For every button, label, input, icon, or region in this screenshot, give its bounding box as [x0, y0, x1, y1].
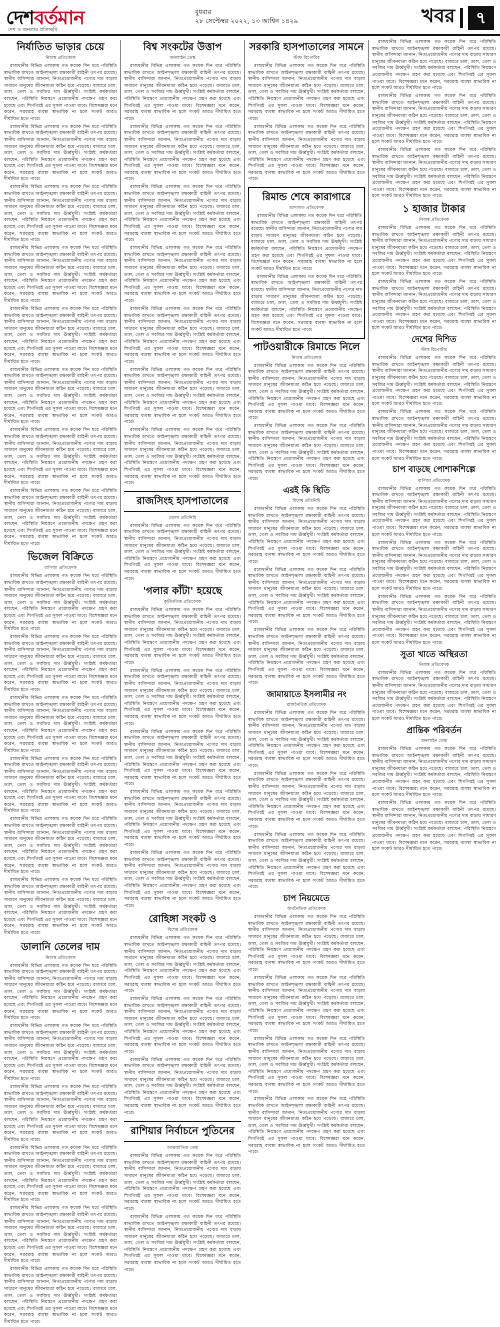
column-2 [124, 40, 241, 1273]
column-4 [372, 40, 496, 853]
article-text: রাজধানীর বিভিন্ন এলাকায় গত কয়েক দিন ধরে পরিস্থিতি স্বাভাবিক রাখতে আইনশৃঙ্খলা রক্ষাকারী বাহিনী তৎপর রয়েছে। স্থানীয় বাসিন্দারা জানান, নিত্যপ্রয়োজনীয় পণ্যের দাম বাড়ায় সাধারণ মানুষের জীবনযাত্রা কঠিন হয়ে পড়েছে। বাজারে চাল, ডাল, তেল ও সবজির দাম ঊর্ধ্বমুখী। সংশ্লিষ্ট কর্মকর্তারা বলছেন, পরিস্থিতি নিয়ন্ত্রণে প্রয়োজনীয় পদক্ষেপ গ্রহণ করা হয়েছে এবং শিগগিরই এর সুফল পাওয়া যাবে। বিশেষজ্ঞরা মনে করেন, সরবরাহ ব্যবস্থা স্বাভাবিক না হলে সংকট আরও দীর্ঘায়িত হতে পারে। [4, 246, 117, 304]
article-text: রাজধানীর বিভিন্ন এলাকায় গত কয়েক দিন ধরে পরিস্থিতি স্বাভাবিক রাখতে আইনশৃঙ্খলা রক্ষাকারী বাহিনী তৎপর রয়েছে। স্থানীয় বাসিন্দারা জানান, নিত্যপ্রয়োজনীয় পণ্যের দাম বাড়ায় সাধারণ মানুষের জীবনযাত্রা কঠিন হয়ে পড়েছে। বাজারে চাল, ডাল, তেল ও সবজির দাম ঊর্ধ্বমুখী। সংশ্লিষ্ট কর্মকর্তারা বলছেন, পরিস্থিতি নিয়ন্ত্রণে প্রয়োজনীয় পদক্ষেপ গ্রহণ করা হয়েছে এবং শিগগিরই এর সুফল পাওয়া যাবে। বিশেষজ্ঞরা মনে করেন, সরবরাহ ব্যবস্থা স্বাভাবিক না হলে সংকট আরও দীর্ঘায়িত হতে পারে। [4, 817, 117, 876]
article-text: রাজধানীর বিভিন্ন এলাকায় গত কয়েক দিন ধরে পরিস্থিতি স্বাভাবিক রাখতে আইনশৃঙ্খলা রক্ষাকারী বাহিনী তৎপর রয়েছে। স্থানীয় বাসিন্দারা জানান, নিত্যপ্রয়োজনীয় পণ্যের দাম বাড়ায় সাধারণ মানুষের জীবনযাত্রা কঠিন হয়ে পড়েছে। বাজারে চাল, ডাল, তেল ও সবজির দাম ঊর্ধ্বমুখী। সংশ্লিষ্ট কর্মকর্তারা বলছেন, পরিস্থিতি নিয়ন্ত্রণে প্রয়োজনীয় পদক্ষেপ গ্রহণ করা হয়েছে এবং শিগগিরই এর সুফল পাওয়া যাবে। বিশেষজ্ঞরা মনে করেন, সরবরাহ ব্যবস্থা স্বাভাবিক না হলে সংকট আরও দীর্ঘায়িত হতে পারে। [124, 185, 241, 244]
masthead [0, 0, 500, 36]
article-text: রাজধানীর বিভিন্ন এলাকায় গত কয়েক দিন ধরে পরিস্থিতি স্বাভাবিক রাখতে আইনশৃঙ্খলা রক্ষাকারী বাহিনী তৎপর রয়েছে। স্থানীয় বাসিন্দারা জানান, নিত্যপ্রয়োজনীয় পণ্যের দাম বাড়ায় সাধারণ মানুষের জীবনযাত্রা কঠিন হয়ে পড়েছে। বাজারে চাল, ডাল, তেল ও সবজির দাম ঊর্ধ্বমুখী। সংশ্লিষ্ট কর্মকর্তারা বলছেন, পরিস্থিতি নিয়ন্ত্রণে প্রয়োজনীয় পদক্ষেপ গ্রহণ করা হয়েছে এবং শিগগিরই এর সুফল পাওয়া যাবে। বিশেষজ্ঞরা মনে করেন, সরবরাহ ব্যবস্থা স্বাভাবিক না হলে সংকট আরও দীর্ঘায়িত হতে পারে। [372, 801, 496, 853]
headline: নির্যাতিত ভাড়ার চেয়ে [16, 42, 105, 53]
article-text: রাজধানীর বিভিন্ন এলাকায় গত কয়েক দিন ধরে পরিস্থিতি স্বাভাবিক রাখতে আইনশৃঙ্খলা রক্ষাকারী বাহিনী তৎপর রয়েছে। স্থানীয় বাসিন্দারা জানান, নিত্যপ্রয়োজনীয় পণ্যের দাম বাড়ায় সাধারণ মানুষের জীবনযাত্রা কঠিন হয়ে পড়েছে। বাজারে চাল, ডাল, তেল ও সবজির দাম ঊর্ধ্বমুখী। সংশ্লিষ্ট কর্মকর্তারা বলছেন, পরিস্থিতি নিয়ন্ত্রণে প্রয়োজনীয় পদক্ষেপ গ্রহণ করা হয়েছে এবং শিগগিরই এর সুফল পাওয়া যাবে। বিশেষজ্ঞরা মনে করেন, সরবরাহ ব্যবস্থা স্বাভাবিক না হলে সংকট আরও দীর্ঘায়িত হতে পারে। [124, 790, 241, 849]
article-text: রাজধানীর বিভিন্ন এলাকায় গত কয়েক দিন ধরে পরিস্থিতি স্বাভাবিক রাখতে আইনশৃঙ্খলা রক্ষাকারী বাহিনী তৎপর রয়েছে। স্থানীয় বাসিন্দারা জানান, নিত্যপ্রয়োজনীয় পণ্যের দাম বাড়ায় সাধারণ মানুষের জীবনযাত্রা কঠিন হয়ে পড়েছে। বাজারে চাল, ডাল, তেল ও সবজির দাম ঊর্ধ্বমুখী। সংশ্লিষ্ট কর্মকর্তারা বলছেন, পরিস্থিতি নিয়ন্ত্রণে প্রয়োজনীয় পদক্ষেপ গ্রহণ করা হয়েছে এবং শিগগিরই এর সুফল পাওয়া যাবে। বিশেষজ্ঞরা মনে করেন, সরবরাহ ব্যবস্থা স্বাভাবিক না হলে সংকট আরও দীর্ঘায়িত হতে পারে। [124, 124, 241, 183]
section-title: খবর [421, 5, 455, 27]
article-text: রাজধানীর বিভিন্ন এলাকায় গত কয়েক দিন ধরে পরিস্থিতি স্বাভাবিক রাখতে আইনশৃঙ্খলা রক্ষাকারী বাহিনী তৎপর রয়েছে। স্থানীয় বাসিন্দারা জানান, নিত্যপ্রয়োজনীয় পণ্যের দাম বাড়ায় সাধারণ মানুষের জীবনযাত্রা কঠিন হয়ে পড়েছে। বাজারে চাল, ডাল, তেল ও সবজির দাম ঊর্ধ্বমুখী। সংশ্লিষ্ট কর্মকর্তারা বলছেন, পরিস্থিতি নিয়ন্ত্রণে প্রয়োজনীয় পদক্ষেপ গ্রহণ করা হয়েছে এবং শিগগিরই এর সুফল পাওয়া যাবে। বিশেষজ্ঞরা মনে করেন, সরবরাহ ব্যবস্থা স্বাভাবিক না হলে সংকট আরও দীর্ঘায়িত হতে পারে। [124, 306, 241, 365]
headline: ডালানি তেলের দাম [21, 941, 100, 953]
headline: প্রান্তিক পরিবর্তন [406, 725, 462, 736]
article-text: রাজধানীর বিভিন্ন এলাকায় গত কয়েক দিন ধরে পরিস্থিতি স্বাভাবিক রাখতে আইনশৃঙ্খলা রক্ষাকারী বাহিনী তৎপর রয়েছে। স্থানীয় বাসিন্দারা জানান, নিত্যপ্রয়োজনীয় পণ্যের দাম বাড়ায় সাধারণ মানুষের জীবনযাত্রা কঠিন হয়ে পড়েছে। বাজারে চাল, ডাল, তেল ও সবজির দাম ঊর্ধ্বমুখী। সংশ্লিষ্ট কর্মকর্তারা বলছেন, পরিস্থিতি নিয়ন্ত্রণে প্রয়োজনীয় পদক্ষেপ গ্রহণ করা হয়েছে এবং শিগগিরই এর সুফল পাওয়া যাবে। বিশেষজ্ঞরা মনে করেন, সরবরাহ ব্যবস্থা স্বাভাবিক না হলে সংকট আরও দীর্ঘায়িত হতে পারে। [4, 756, 117, 815]
article-text: রাজধানীর বিভিন্ন এলাকায় গত কয়েক দিন ধরে পরিস্থিতি স্বাভাবিক রাখতে আইনশৃঙ্খলা রক্ষাকারী বাহিনী তৎপর রয়েছে। স্থানীয় বাসিন্দারা জানান, নিত্যপ্রয়োজনীয় পণ্যের দাম বাড়ায় সাধারণ মানুষের জীবনযাত্রা কঠিন হয়ে পড়েছে। বাজারে চাল, ডাল, তেল ও সবজির দাম ঊর্ধ্বমুখী। সংশ্লিষ্ট কর্মকর্তারা বলছেন, পরিস্থিতি নিয়ন্ত্রণে প্রয়োজনীয় পদক্ষেপ গ্রহণ করা হয়েছে এবং শিগগিরই এর সুফল পাওয়া যাবে। বিশেষজ্ঞরা মনে করেন, সরবরাহ ব্যবস্থা স্বাভাবিক না হলে সংকট আরও দীর্ঘায়িত হতে পারে। [248, 628, 365, 687]
article-text: রাজধানীর বিভিন্ন এলাকায় গত কয়েক দিন ধরে পরিস্থিতি স্বাভাবিক রাখতে আইনশৃঙ্খলা রক্ষাকারী বাহিনী তৎপর রয়েছে। স্থানীয় বাসিন্দারা জানান, নিত্যপ্রয়োজনীয় পণ্যের দাম বাড়ায় সাধারণ মানুষের জীবনযাত্রা কঠিন হয়ে পড়েছে। বাজারে চাল, ডাল, তেল ও সবজির দাম ঊর্ধ্বমুখী। সংশ্লিষ্ট কর্মকর্তারা বলছেন, পরিস্থিতি নিয়ন্ত্রণে প্রয়োজনীয় পদক্ষেপ গ্রহণ করা হয়েছে এবং শিগগিরই এর সুফল পাওয়া যাবে। বিশেষজ্ঞরা মনে করেন, সরবরাহ ব্যবস্থা স্বাভাবিক না হলে সংকট আরও দীর্ঘায়িত হতে পারে। [4, 185, 117, 244]
article-text: রাজধানীর বিভিন্ন এলাকায় গত কয়েক দিন ধরে পরিস্থিতি স্বাভাবিক রাখতে আইনশৃঙ্খলা রক্ষাকারী বাহিনী তৎপর রয়েছে। স্থানীয় বাসিন্দারা জানান, নিত্যপ্রয়োজনীয় পণ্যের দাম বাড়ায় সাধারণ মানুষের জীবনযাত্রা কঠিন হয়ে পড়েছে। বাজারে চাল, ডাল, তেল ও সবজির দাম ঊর্ধ্বমুখী। সংশ্লিষ্ট কর্মকর্তারা বলছেন, পরিস্থিতি নিয়ন্ত্রণে প্রয়োজনীয় পদক্ষেপ গ্রহণ করা হয়েছে এবং শিগগিরই এর সুফল পাওয়া যাবে। বিশেষজ্ঞরা মনে করেন, সরবরাহ ব্যবস্থা স্বাভাবিক না হলে সংকট আরও দীর্ঘায়িত হতে পারে। [4, 635, 117, 693]
byline: জেলা প্রতিনিধি [168, 515, 197, 521]
article-text: রাজধানীর বিভিন্ন এলাকায় গত কয়েক দিন ধরে পরিস্থিতি স্বাভাবিক রাখতে আইনশৃঙ্খলা রক্ষাকারী বাহিনী তৎপর রয়েছে। স্থানীয় বাসিন্দারা জানান, নিত্যপ্রয়োজনীয় পণ্যের দাম বাড়ায় সাধারণ মানুষের জীবনযাত্রা কঠিন হয়ে পড়েছে। বাজারে চাল, ডাল, তেল ও সবজির দাম ঊর্ধ্বমুখী। সংশ্লিষ্ট কর্মকর্তারা বলছেন, পরিস্থিতি নিয়ন্ত্রণে প্রয়োজনীয় পদক্ষেপ গ্রহণ করা হয়েছে এবং শিগগিরই এর সুফল পাওয়া যাবে। বিশেষজ্ঞরা মনে করেন, সরবরাহ ব্যবস্থা স্বাভাবিক না হলে সংকট আরও দীর্ঘায়িত হতে পারে। [4, 306, 117, 365]
article-text: রাজধানীর বিভিন্ন এলাকায় গত কয়েক দিন ধরে পরিস্থিতি স্বাভাবিক রাখতে আইনশৃঙ্খলা রক্ষাকারী বাহিনী তৎপর রয়েছে। স্থানীয় বাসিন্দারা জানান, নিত্যপ্রয়োজনীয় পণ্যের দাম বাড়ায় সাধারণ মানুষের জীবনযাত্রা কঠিন হয়ে পড়েছে। বাজারে চাল, ডাল, তেল ও সবজির দাম ঊর্ধ্বমুখী। সংশ্লিষ্ট কর্মকর্তারা বলছেন, পরিস্থিতি নিয়ন্ত্রণে প্রয়োজনীয় পদক্ষেপ গ্রহণ করা হয়েছে এবং শিগগিরই এর সুফল পাওয়া যাবে। বিশেষজ্ঞরা মনে করেন, সরবরাহ ব্যবস্থা স্বাভাবিক না হলে সংকট আরও দীর্ঘায়িত হতে পারে। [124, 851, 241, 909]
article-text: রাজধানীর বিভিন্ন এলাকায় গত কয়েক দিন ধরে পরিস্থিতি স্বাভাবিক রাখতে আইনশৃঙ্খলা রক্ষাকারী বাহিনী তৎপর রয়েছে। স্থানীয় বাসিন্দারা জানান, নিত্যপ্রয়োজনীয় পণ্যের দাম বাড়ায় সাধারণ মানুষের জীবনযাত্রা কঠিন হয়ে পড়েছে। বাজারে চাল, ডাল, তেল ও সবজির দাম ঊর্ধ্বমুখী। সংশ্লিষ্ট কর্মকর্তারা বলছেন, পরিস্থিতি নিয়ন্ত্রণে প্রয়োজনীয় পদক্ষেপ গ্রহণ করা হয়েছে এবং শিগগিরই এর সুফল পাওয়া যাবে। বিশেষজ্ঞরা মনে করেন, সরবরাহ ব্যবস্থা স্বাভাবিক না হলে সংকট আরও দীর্ঘায়িত হতে পারে। [248, 771, 365, 830]
byline: নিজস্ব প্রতিবেদক [418, 218, 450, 224]
article-text: রাজধানীর বিভিন্ন এলাকায় গত কয়েক দিন ধরে পরিস্থিতি স্বাভাবিক রাখতে আইনশৃঙ্খলা রক্ষাকারী বাহিনী তৎপর রয়েছে। স্থানীয় বাসিন্দারা জানান, নিত্যপ্রয়োজনীয় পণ্যের দাম বাড়ায় সাধারণ মানুষের জীবনযাত্রা কঠিন হয়ে পড়েছে। বাজারে চাল, ডাল, তেল ও সবজির দাম ঊর্ধ্বমুখী। সংশ্লিষ্ট কর্মকর্তারা বলছেন, পরিস্থিতি নিয়ন্ত্রণে প্রয়োজনীয় পদক্ষেপ গ্রহণ করা হয়েছে এবং শিগগিরই এর সুফল পাওয়া যাবে। বিশেষজ্ঞরা মনে করেন, সরবরাহ ব্যবস্থা স্বাভাবিক না হলে সংকট আরও দীর্ঘায়িত হতে পারে। [372, 410, 496, 462]
headline: রাশিয়ার নির্বাচনে পুতিনের [130, 1126, 235, 1138]
column-rule [120, 40, 121, 762]
headline: চাপ নিয়মেতে [283, 893, 330, 904]
boxed-story [248, 187, 365, 338]
article-text: রাজধানীর বিভিন্ন এলাকায় গত কয়েক দিন ধরে পরিস্থিতি স্বাভাবিক রাখতে আইনশৃঙ্খলা রক্ষাকারী বাহিনী তৎপর রয়েছে। স্থানীয় বাসিন্দারা জানান, নিত্যপ্রয়োজনীয় পণ্যের দাম বাড়ায় সাধারণ মানুষের জীবনযাত্রা কঠিন হয়ে পড়েছে। বাজারে চাল, ডাল, তেল ও সবজির দাম ঊর্ধ্বমুখী। সংশ্লিষ্ট কর্মকর্তারা বলছেন, পরিস্থিতি নিয়ন্ত্রণে প্রয়োজনীয় পদক্ষেপ গ্রহণ করা হয়েছে এবং শিগগিরই এর সুফল পাওয়া যাবে। বিশেষজ্ঞরা মনে করেন, সরবরাহ ব্যবস্থা স্বাভাবিক না হলে সংকট আরও দীর্ঘায়িত হতে পারে। [124, 1154, 241, 1212]
article-text: রাজধানীর বিভিন্ন এলাকায় গত কয়েক দিন ধরে পরিস্থিতি স্বাভাবিক রাখতে আইনশৃঙ্খলা রক্ষাকারী বাহিনী তৎপর রয়েছে। স্থানীয় বাসিন্দারা জানান, নিত্যপ্রয়োজনীয় পণ্যের দাম বাড়ায় সাধারণ মানুষের জীবনযাত্রা কঠিন হয়ে পড়েছে। বাজারে চাল, ডাল, তেল ও সবজির দাম ঊর্ধ্বমুখী। সংশ্লিষ্ট কর্মকর্তারা বলছেন, পরিস্থিতি নিয়ন্ত্রণে প্রয়োজনীয় পদক্ষেপ গ্রহণ করা হয়েছে এবং শিগগিরই এর সুফল পাওয়া যাবে। বিশেষজ্ঞরা মনে করেন, সরবরাহ ব্যবস্থা স্বাভাবিক না হলে সংকট আরও দীর্ঘায়িত হতে পারে। [124, 367, 241, 426]
article-text: রাজধানীর বিভিন্ন এলাকায় গত কয়েক দিন ধরে পরিস্থিতি স্বাভাবিক রাখতে আইনশৃঙ্খলা রক্ষাকারী বাহিনী তৎপর রয়েছে। স্থানীয় বাসিন্দারা জানান, নিত্যপ্রয়োজনীয় পণ্যের দাম বাড়ায় সাধারণ মানুষের জীবনযাত্রা কঠিন হয়ে পড়েছে। বাজারে চাল, ডাল, তেল ও সবজির দাম ঊর্ধ্বমুখী। সংশ্লিষ্ট কর্মকর্তারা বলছেন, পরিস্থিতি নিয়ন্ত্রণে প্রয়োজনীয় পদক্ষেপ গ্রহণ করা হয়েছে এবং শিগগিরই এর সুফল পাওয়া যাবে। বিশেষজ্ঞরা মনে করেন, সরবরাহ ব্যবস্থা স্বাভাবিক না হলে সংকট আরও দীর্ঘায়িত হতে পারে। [248, 1097, 365, 1156]
article-text: রাজধানীর বিভিন্ন এলাকায় গত কয়েক দিন ধরে পরিস্থিতি স্বাভাবিক রাখতে আইনশৃঙ্খলা রক্ষাকারী বাহিনী তৎপর রয়েছে। স্থানীয় বাসিন্দারা জানান, নিত্যপ্রয়োজনীয় পণ্যের দাম বাড়ায় সাধারণ মানুষের জীবনযাত্রা কঠিন হয়ে পড়েছে। বাজারে চাল, ডাল, তেল ও সবজির দাম ঊর্ধ্বমুখী। সংশ্লিষ্ট কর্মকর্তারা বলছেন, পরিস্থিতি নিয়ন্ত্রণে প্রয়োজনীয় পদক্ষেপ গ্রহণ করা হয়েছে এবং শিগগিরই এর সুফল পাওয়া যাবে। বিশেষজ্ঞরা মনে করেন, সরবরাহ ব্যবস্থা স্বাভাবিক না হলে সংকট আরও দীর্ঘায়িত হতে পারে। [124, 246, 241, 304]
byline: নিজস্ব প্রতিবেদক [418, 662, 450, 668]
article-text: রাজধানীর বিভিন্ন এলাকায় গত কয়েক দিন ধরে পরিস্থিতি স্বাভাবিক রাখতে আইনশৃঙ্খলা রক্ষাকারী বাহিনী তৎপর রয়েছে। স্থানীয় বাসিন্দারা জানান, নিত্যপ্রয়োজনীয় পণ্যের দাম বাড়ায় সাধারণ মানুষের জীবনযাত্রা কঠিন হয়ে পড়েছে। বাজারে চাল, ডাল, তেল ও সবজির দাম ঊর্ধ্বমুখী। সংশ্লিষ্ট কর্মকর্তারা বলছেন, পরিস্থিতি নিয়ন্ত্রণে প্রয়োজনীয় পদক্ষেপ গ্রহণ করা হয়েছে এবং শিগগিরই এর সুফল পাওয়া যাবে। বিশেষজ্ঞরা মনে করেন, সরবরাহ ব্যবস্থা স্বাভাবিক না হলে সংকট আরও দীর্ঘায়িত হতে পারে। [4, 1084, 117, 1143]
byline: আন্তর্জাতিক ডেস্ক [166, 1146, 199, 1152]
article-text: রাজধানীর বিভিন্ন এলাকায় গত কয়েক দিন ধরে পরিস্থিতি স্বাভাবিক রাখতে আইনশৃঙ্খলা রক্ষাকারী বাহিনী তৎপর রয়েছে। স্থানীয় বাসিন্দারা জানান, নিত্যপ্রয়োজনীয় পণ্যের দাম বাড়ায় সাধারণ মানুষের জীবনযাত্রা কঠিন হয়ে পড়েছে। বাজারে চাল, ডাল, তেল ও সবজির দাম ঊর্ধ্বমুখী। সংশ্লিষ্ট কর্মকর্তারা বলছেন, পরিস্থিতি নিয়ন্ত্রণে প্রয়োজনীয় পদক্ষেপ গ্রহণ করা হয়েছে এবং শিগগিরই এর সুফল পাওয়া যাবে। বিশেষজ্ঞরা মনে করেন, সরবরাহ ব্যবস্থা স্বাভাবিক না হলে সংকট আরও দীর্ঘায়িত হতে পারে। [4, 124, 117, 183]
article-text: রাজধানীর বিভিন্ন এলাকায় গত কয়েক দিন ধরে পরিস্থিতি স্বাভাবিক রাখতে আইনশৃঙ্খলা রক্ষাকারী বাহিনী তৎপর রয়েছে। স্থানীয় বাসিন্দারা জানান, নিত্যপ্রয়োজনীয় পণ্যের দাম বাড়ায় সাধারণ মানুষের জীবনযাত্রা কঠিন হয়ে পড়েছে। বাজারে চাল, ডাল, তেল ও সবজির দাম ঊর্ধ্বমুখী। সংশ্লিষ্ট কর্মকর্তারা বলছেন, পরিস্থিতি নিয়ন্ত্রণে প্রয়োজনীয় পদক্ষেপ গ্রহণ করা হয়েছে এবং শিগগিরই এর সুফল পাওয়া যাবে। বিশেষজ্ঞরা মনে করেন, সরবরাহ ব্যবস্থা স্বাভাবিক না হলে সংকট আরও দীর্ঘায়িত হতে পারে। [372, 226, 496, 278]
byline: কূটনৈতিক প্রতিবেদক [163, 600, 202, 606]
byline: নিজস্ব প্রতিবেদক [45, 955, 76, 961]
article-text: রাজধানীর বিভিন্ন এলাকায় গত কয়েক দিন ধরে পরিস্থিতি স্বাভাবিক রাখতে আইনশৃঙ্খলা রক্ষাকারী বাহিনী তৎপর রয়েছে। স্থানীয় বাসিন্দারা জানান, নিত্যপ্রয়োজনীয় পণ্যের দাম বাড়ায় সাধারণ মানুষের জীবনযাত্রা কঠিন হয়ে পড়েছে। বাজারে চাল, ডাল, তেল ও সবজির দাম ঊর্ধ্বমুখী। সংশ্লিষ্ট কর্মকর্তারা বলছেন, পরিস্থিতি নিয়ন্ত্রণে প্রয়োজনীয় পদক্ষেপ গ্রহণ করা হয়েছে এবং শিগগিরই এর সুফল পাওয়া যাবে। বিশেষজ্ঞরা মনে করেন, সরবরাহ ব্যবস্থা স্বাভাবিক না হলে সংকট আরও দীর্ঘায়িত হতে পারে। [4, 878, 117, 936]
tagline: দেশ ও জনতার প্রতিচ্ছবি [8, 27, 58, 33]
article-text: রাজধানীর বিভিন্ন এলাকায় গত কয়েক দিন ধরে পরিস্থিতি স্বাভাবিক রাখতে আইনশৃঙ্খলা রক্ষাকারী বাহিনী তৎপর রয়েছে। স্থানীয় বাসিন্দারা জানান, নিত্যপ্রয়োজনীয় পণ্যের দাম বাড়ায় সাধারণ মানুষের জীবনযাত্রা কঠিন হয়ে পড়েছে। বাজারে চাল, ডাল, তেল ও সবজির দাম ঊর্ধ্বমুখী। সংশ্লিষ্ট কর্মকর্তারা বলছেন, পরিস্থিতি নিয়ন্ত্রণে প্রয়োজনীয় পদক্ষেপ গ্রহণ করা হয়েছে এবং শিগগিরই এর সুফল পাওয়া যাবে। বিশেষজ্ঞরা মনে করেন, সরবরাহ ব্যবস্থা স্বাভাবিক না হলে সংকট আরও দীর্ঘায়িত হতে পারে। [248, 1036, 365, 1095]
headline: ভিজেল বিক্রিতে [27, 552, 94, 564]
article-text: রাজধানীর বিভিন্ন এলাকায় গত কয়েক দিন ধরে পরিস্থিতি স্বাভাবিক রাখতে আইনশৃঙ্খলা রক্ষাকারী বাহিনী তৎপর রয়েছে। স্থানীয় বাসিন্দারা জানান, নিত্যপ্রয়োজনীয় পণ্যের দাম বাড়ায় সাধারণ মানুষের জীবনযাত্রা কঠিন হয়ে পড়েছে। বাজারে চাল, ডাল, তেল ও সবজির দাম ঊর্ধ্বমুখী। সংশ্লিষ্ট কর্মকর্তারা বলছেন, পরিস্থিতি নিয়ন্ত্রণে প্রয়োজনীয় পদক্ষেপ গ্রহণ করা হয়েছে এবং শিগগিরই এর সুফল পাওয়া যাবে। বিশেষজ্ঞরা মনে করেন, সরবরাহ ব্যবস্থা স্বাভাবিক না হলে সংকট আরও দীর্ঘায়িত হতে পারে। [372, 280, 496, 332]
byline: স্টাফ রিপোর্টার [420, 348, 448, 354]
byline: অর্থনৈতিক প্রতিবেদক [287, 907, 326, 913]
byline: বাণিজ্য প্রতিবেদক [417, 478, 451, 484]
article-text: রাজধানীর বিভিন্ন এলাকায় গত কয়েক দিন ধরে পরিস্থিতি স্বাভাবিক রাখতে আইনশৃঙ্খলা রক্ষাকারী বাহিনী তৎপর রয়েছে। স্থানীয় বাসিন্দারা জানান, নিত্যপ্রয়োজনীয় পণ্যের দাম বাড়ায় সাধারণ মানুষের জীবনযাত্রা কঠিন হয়ে পড়েছে। বাজারে চাল, ডাল, তেল ও সবজির দাম ঊর্ধ্বমুখী। সংশ্লিষ্ট কর্মকর্তারা বলছেন, পরিস্থিতি নিয়ন্ত্রণে প্রয়োজনীয় পদক্ষেপ গ্রহণ করা হয়েছে এবং শিগগিরই এর সুফল পাওয়া যাবে। বিশেষজ্ঞরা মনে করেন, সরবরাহ ব্যবস্থা স্বাভাবিক না হলে সংকট আরও দীর্ঘায়িত হতে পারে। [372, 540, 496, 592]
article-text: রাজধানীর বিভিন্ন এলাকায় গত কয়েক দিন ধরে পরিস্থিতি স্বাভাবিক রাখতে আইনশৃঙ্খলা রক্ষাকারী বাহিনী তৎপর রয়েছে। স্থানীয় বাসিন্দারা জানান, নিত্যপ্রয়োজনীয় পণ্যের দাম বাড়ায় সাধারণ মানুষের জীবনযাত্রা কঠিন হয়ে পড়েছে। বাজারে চাল, ডাল, তেল ও সবজির দাম ঊর্ধ্বমুখী। সংশ্লিষ্ট কর্মকর্তারা বলছেন, পরিস্থিতি নিয়ন্ত্রণে প্রয়োজনীয় পদক্ষেপ গ্রহণ করা হয়েছে এবং শিগগিরই এর সুফল পাওয়া যাবে। বিশেষজ্ঞরা মনে করেন, সরবরাহ ব্যবস্থা স্বাভাবিক না হলে সংকট আরও দীর্ঘায়িত হতে পারে। [372, 356, 496, 408]
headline: রাজসিংহ হাসপাতালের [136, 495, 229, 507]
byline: নিজস্ব প্রতিবেদক [45, 56, 76, 61]
byline: অনলাইন ডেস্ক [420, 738, 448, 744]
headline: বিশ্ব সংকটের উত্তাপ [143, 42, 222, 53]
article-text: রাজধানীর বিভিন্ন এলাকায় গত কয়েক দিন ধরে পরিস্থিতি স্বাভাবিক রাখতে আইনশৃঙ্খলা রক্ষাকারী বাহিনী তৎপর রয়েছে। স্থানীয় বাসিন্দারা জানান, নিত্যপ্রয়োজনীয় পণ্যের দাম বাড়ায় সাধারণ মানুষের জীবনযাত্রা কঠিন হয়ে পড়েছে। বাজারে চাল, ডাল, তেল ও সবজির দাম ঊর্ধ্বমুখী। সংশ্লিষ্ট কর্মকর্তারা বলছেন, পরিস্থিতি নিয়ন্ত্রণে প্রয়োজনীয় পদক্ষেপ গ্রহণ করা হয়েছে এবং শিগগিরই এর সুফল পাওয়া যাবে। বিশেষজ্ঞরা মনে করেন, সরবরাহ ব্যবস্থা স্বাভাবিক না হলে সংকট আরও দীর্ঘায়িত হতে পারে। [372, 746, 496, 799]
byline: বিশেষ প্রতিনিধি [292, 498, 321, 504]
logo-main: বর্তমান [33, 7, 85, 29]
column-3 [248, 40, 365, 1156]
article-text: রাজধানীর বিভিন্ন এলাকায় গত কয়েক দিন ধরে পরিস্থিতি স্বাভাবিক রাখতে আইনশৃঙ্খলা রক্ষাকারী বাহিনী তৎপর রয়েছে। স্থানীয় বাসিন্দারা জানান, নিত্যপ্রয়োজনীয় পণ্যের দাম বাড়ায় সাধারণ মানুষের জীবনযাত্রা কঠিন হয়ে পড়েছে। বাজারে চাল, ডাল, তেল ও সবজির দাম ঊর্ধ্বমুখী। সংশ্লিষ্ট কর্মকর্তারা বলছেন, পরিস্থিতি নিয়ন্ত্রণে প্রয়োজনীয় পদক্ষেপ গ্রহণ করা হয়েছে এবং শিগগিরই এর সুফল পাওয়া যাবে। বিশেষজ্ঞরা মনে করেন, সরবরাহ ব্যবস্থা স্বাভাবিক না হলে সংকট আরও দীর্ঘায়িত হতে পারে। [248, 832, 365, 891]
article-text: রাজধানীর বিভিন্ন এলাকায় গত কয়েক দিন ধরে পরিস্থিতি স্বাভাবিক রাখতে আইনশৃঙ্খলা রক্ষাকারী বাহিনী তৎপর রয়েছে। স্থানীয় বাসিন্দারা জানান, নিত্যপ্রয়োজনীয় পণ্যের দাম বাড়ায় সাধারণ মানুষের জীবনযাত্রা কঠিন হয়ে পড়েছে। বাজারে চাল, ডাল, তেল ও সবজির দাম ঊর্ধ্বমুখী। সংশ্লিষ্ট কর্মকর্তারা বলছেন, পরিস্থিতি নিয়ন্ত্রণে প্রয়োজনীয় পদক্ষেপ গ্রহণ করা হয়েছে এবং শিগগিরই এর সুফল পাওয়া যাবে। বিশেষজ্ঞরা মনে করেন, সরবরাহ ব্যবস্থা স্বাভাবিক না হলে সংকট আরও দীর্ঘায়িত হতে পারে। [372, 486, 496, 538]
byline: রাজনৈতিক প্রতিবেদক [286, 703, 327, 709]
article-text: রাজধানীর বিভিন্ন এলাকায় গত কয়েক দিন ধরে পরিস্থিতি স্বাভাবিক রাখতে আইনশৃঙ্খলা রক্ষাকারী বাহিনী তৎপর রয়েছে। স্থানীয় বাসিন্দারা জানান, নিত্যপ্রয়োজনীয় পণ্যের দাম বাড়ায় সাধারণ মানুষের জীবনযাত্রা কঠিন হয়ে পড়েছে। বাজারে চাল, ডাল, তেল ও সবজির দাম ঊর্ধ্বমুখী। সংশ্লিষ্ট কর্মকর্তারা বলছেন, পরিস্থিতি নিয়ন্ত্রণে প্রয়োজনীয় পদক্ষেপ গ্রহণ করা হয়েছে এবং শিগগিরই এর সুফল পাওয়া যাবে। বিশেষজ্ঞরা মনে করেন, সরবরাহ ব্যবস্থা স্বাভাবিক না হলে সংকট আরও দীর্ঘায়িত হতে পারে। [372, 148, 496, 200]
section-header [421, 4, 494, 32]
byline: নিজস্ব প্রতিবেদক [291, 355, 322, 361]
day-label: বুধবার [195, 8, 212, 16]
article-text: রাজধানীর বিভিন্ন এলাকায় গত কয়েক দিন ধরে পরিস্থিতি স্বাভাবিক রাখতে আইনশৃঙ্খলা রক্ষাকারী বাহিনী তৎপর রয়েছে। স্থানীয় বাসিন্দারা জানান, নিত্যপ্রয়োজনীয় পণ্যের দাম বাড়ায় সাধারণ মানুষের জীবনযাত্রা কঠিন হয়ে পড়েছে। বাজারে চাল, ডাল, তেল ও সবজির দাম ঊর্ধ্বমুখী। সংশ্লিষ্ট কর্মকর্তারা বলছেন, পরিস্থিতি নিয়ন্ত্রণে প্রয়োজনীয় পদক্ষেপ গ্রহণ করা হয়েছে এবং শিগগিরই এর সুফল পাওয়া যাবে। বিশেষজ্ঞরা মনে করেন, সরবরাহ ব্যবস্থা স্বাভাবিক না হলে সংকট আরও দীর্ঘায়িত হতে পারে। [124, 997, 241, 1055]
article-text: রাজধানীর বিভিন্ন এলাকায় গত কয়েক দিন ধরে পরিস্থিতি স্বাভাবিক রাখতে আইনশৃঙ্খলা রক্ষাকারী বাহিনী তৎপর রয়েছে। স্থানীয় বাসিন্দারা জানান, নিত্যপ্রয়োজনীয় পণ্যের দাম বাড়ায় সাধারণ মানুষের জীবনযাত্রা কঠিন হয়ে পড়েছে। বাজারে চাল, ডাল, তেল ও সবজির দাম ঊর্ধ্বমুখী। সংশ্লিষ্ট কর্মকর্তারা বলছেন, পরিস্থিতি নিয়ন্ত্রণে প্রয়োজনীয় পদক্ষেপ গ্রহণ করা হয়েছে এবং শিগগিরই এর সুফল পাওয়া যাবে। বিশেষজ্ঞরা মনে করেন, সরবরাহ ব্যবস্থা স্বাভাবিক না হলে সংকট আরও দীর্ঘায়িত হতে পারে। [248, 567, 365, 626]
article-text: রাজধানীর বিভিন্ন এলাকায় গত কয়েক দিন ধরে পরিস্থিতি স্বাভাবিক রাখতে আইনশৃঙ্খলা রক্ষাকারী বাহিনী তৎপর রয়েছে। স্থানীয় বাসিন্দারা জানান, নিত্যপ্রয়োজনীয় পণ্যের দাম বাড়ায় সাধারণ মানুষের জীবনযাত্রা কঠিন হয়ে পড়েছে। বাজারে চাল, ডাল, তেল ও সবজির দাম ঊর্ধ্বমুখী। সংশ্লিষ্ট কর্মকর্তারা বলছেন, পরিস্থিতি নিয়ন্ত্রণে প্রয়োজনীয় পদক্ষেপ গ্রহণ করা হয়েছে এবং শিগগিরই এর সুফল পাওয়া যাবে। বিশেষজ্ঞরা মনে করেন, সরবরাহ ব্যবস্থা স্বাভাবিক না হলে সংকট আরও দীর্ঘায়িত হতে পারে। [124, 523, 241, 582]
headline: সরকারি হাসপাতালের সামনে [249, 42, 364, 53]
article-text: রাজধানীর বিভিন্ন এলাকায় গত কয়েক দিন ধরে পরিস্থিতি স্বাভাবিক রাখতে আইনশৃঙ্খলা রক্ষাকারী বাহিনী তৎপর রয়েছে। স্থানীয় বাসিন্দারা জানান, নিত্যপ্রয়োজনীয় পণ্যের দাম বাড়ায় সাধারণ মানুষের জীবনযাত্রা কঠিন হয়ে পড়েছে। বাজারে চাল, ডাল, তেল ও সবজির দাম ঊর্ধ্বমুখী। সংশ্লিষ্ট কর্মকর্তারা বলছেন, পরিস্থিতি নিয়ন্ত্রণে প্রয়োজনীয় পদক্ষেপ গ্রহণ করা হয়েছে এবং শিগগিরই এর সুফল পাওয়া যাবে। বিশেষজ্ঞরা মনে করেন, সরবরাহ ব্যবস্থা স্বাভাবিক না হলে সংকট আরও দীর্ঘায়িত হতে পারে। [4, 1024, 117, 1082]
article-text: রাজধানীর বিভিন্ন এলাকায় গত কয়েক দিন ধরে পরিস্থিতি স্বাভাবিক রাখতে আইনশৃঙ্খলা রক্ষাকারী বাহিনী তৎপর রয়েছে। স্থানীয় বাসিন্দারা জানান, নিত্যপ্রয়োজনীয় পণ্যের দাম বাড়ায় সাধারণ মানুষের জীবনযাত্রা কঠিন হয়ে পড়েছে। বাজারে চাল, ডাল, তেল ও সবজির দাম ঊর্ধ্বমুখী। সংশ্লিষ্ট কর্মকর্তারা বলছেন, পরিস্থিতি নিয়ন্ত্রণে প্রয়োজনীয় পদক্ষেপ গ্রহণ করা হয়েছে এবং শিগগিরই এর সুফল পাওয়া যাবে। বিশেষজ্ঞরা মনে করেন, সরবরাহ ব্যবস্থা স্বাভাবিক না হলে সংকট আরও দীর্ঘায়িত হতে পারে। [4, 963, 117, 1022]
date-label: ২৮ সেপ্টেম্বর ২০২২, ১৩ আশ্বিন ১৪২৯ [195, 17, 298, 25]
byline: অনলাইন ডেস্ক [169, 56, 196, 61]
column-rule [368, 40, 369, 762]
article-text: রাজধানীর বিভিন্ন এলাকায় গত কয়েক দিন ধরে পরিস্থিতি স্বাভাবিক রাখতে আইনশৃঙ্খলা রক্ষাকারী বাহিনী তৎপর রয়েছে। স্থানীয় বাসিন্দারা জানান, নিত্যপ্রয়োজনীয় পণ্যের দাম বাড়ায় সাধারণ মানুষের জীবনযাত্রা কঠিন হয়ে পড়েছে। বাজারে চাল, ডাল, তেল ও সবজির দাম ঊর্ধ্বমুখী। সংশ্লিষ্ট কর্মকর্তারা বলছেন, পরিস্থিতি নিয়ন্ত্রণে প্রয়োজনীয় পদক্ষেপ গ্রহণ করা হয়েছে এবং শিগগিরই এর সুফল পাওয়া যাবে। বিশেষজ্ঞরা মনে করেন, সরবরাহ ব্যবস্থা স্বাভাবিক না হলে সংকট আরও দীর্ঘায়িত হতে পারে। [124, 729, 241, 788]
article-text: রাজধানীর বিভিন্ন এলাকায় গত কয়েক দিন ধরে পরিস্থিতি স্বাভাবিক রাখতে আইনশৃঙ্খলা রক্ষাকারী বাহিনী তৎপর রয়েছে। স্থানীয় বাসিন্দারা জানান, নিত্যপ্রয়োজনীয় পণ্যের দাম বাড়ায় সাধারণ মানুষের জীবনযাত্রা কঠিন হয়ে পড়েছে। বাজারে চাল, ডাল, তেল ও সবজির দাম ঊর্ধ্বমুখী। সংশ্লিষ্ট কর্মকর্তারা বলছেন, পরিস্থিতি নিয়ন্ত্রণে প্রয়োজনীয় পদক্ষেপ গ্রহণ করা হয়েছে এবং শিগগিরই এর সুফল পাওয়া যাবে। বিশেষজ্ঞরা মনে করেন, সরবরাহ ব্যবস্থা স্বাভাবিক না হলে সংকট আরও দীর্ঘায়িত হতে পারে। [4, 574, 117, 633]
article-text: রাজধানীর বিভিন্ন এলাকায় গত কয়েক দিন ধরে পরিস্থিতি স্বাভাবিক রাখতে আইনশৃঙ্খলা রক্ষাকারী বাহিনী তৎপর রয়েছে। স্থানীয় বাসিন্দারা জানান, নিত্যপ্রয়োজনীয় পণ্যের দাম বাড়ায় সাধারণ মানুষের জীবনযাত্রা কঠিন হয়ে পড়েছে। বাজারে চাল, ডাল, তেল ও সবজির দাম ঊর্ধ্বমুখী। সংশ্লিষ্ট কর্মকর্তারা বলছেন, পরিস্থিতি নিয়ন্ত্রণে প্রয়োজনীয় পদক্ষেপ গ্রহণ করা হয়েছে এবং শিগগিরই এর সুফল পাওয়া যাবে। বিশেষজ্ঞরা মনে করেন, সরবরাহ ব্যবস্থা স্বাভাবিক না হলে সংকট আরও দীর্ঘায়িত হতে পারে। [124, 1214, 241, 1273]
article-text: রাজধানীর বিভিন্ন এলাকায় গত কয়েক দিন ধরে পরিস্থিতি স্বাভাবিক রাখতে আইনশৃঙ্খলা রক্ষাকারী বাহিনী তৎপর রয়েছে। স্থানীয় বাসিন্দারা জানান, নিত্যপ্রয়োজনীয় পণ্যের দাম বাড়ায় সাধারণ মানুষের জীবনযাত্রা কঠিন হয়ে পড়েছে। বাজারে চাল, ডাল, তেল ও সবজির দাম ঊর্ধ্বমুখী। সংশ্লিষ্ট কর্মকর্তারা বলছেন, পরিস্থিতি নিয়ন্ত্রণে প্রয়োজনীয় পদক্ষেপ গ্রহণ করা হয়েছে এবং শিগগিরই এর সুফল পাওয়া যাবে। বিশেষজ্ঞরা মনে করেন, সরবরাহ ব্যবস্থা স্বাভাবিক না হলে সংকট আরও দীর্ঘায়িত হতে পারে। [248, 506, 365, 565]
article-text: রাজধানীর বিভিন্ন এলাকায় গত কয়েক দিন ধরে পরিস্থিতি স্বাভাবিক রাখতে আইনশৃঙ্খলা রক্ষাকারী বাহিনী তৎপর রয়েছে। স্থানীয় বাসিন্দারা জানান, নিত্যপ্রয়োজনীয় পণ্যের দাম বাড়ায় সাধারণ মানুষের জীবনযাত্রা কঠিন হয়ে পড়েছে। বাজারে চাল, ডাল, তেল ও সবজির দাম ঊর্ধ্বমুখী। সংশ্লিষ্ট কর্মকর্তারা বলছেন, পরিস্থিতি নিয়ন্ত্রণে প্রয়োজনীয় পদক্ষেপ গ্রহণ করা হয়েছে এবং শিগগিরই এর সুফল পাওয়া যাবে। বিশেষজ্ঞরা মনে করেন, সরবরাহ ব্যবস্থা স্বাভাবিক না হলে সংকট আরও দীর্ঘায়িত হতে পারে। [124, 428, 241, 487]
article-text: রাজধানীর বিভিন্ন এলাকায় গত কয়েক দিন ধরে পরিস্থিতি স্বাভাবিক রাখতে আইনশৃঙ্খলা রক্ষাকারী বাহিনী তৎপর রয়েছে। স্থানীয় বাসিন্দারা জানান, নিত্যপ্রয়োজনীয় পণ্যের দাম বাড়ায় সাধারণ মানুষের জীবনযাত্রা কঠিন হয়ে পড়েছে। বাজারে চাল, ডাল, তেল ও সবজির দাম ঊর্ধ্বমুখী। সংশ্লিষ্ট কর্মকর্তারা বলছেন, পরিস্থিতি নিয়ন্ত্রণে প্রয়োজনীয় পদক্ষেপ গ্রহণ করা হয়েছে এবং শিগগিরই এর সুফল পাওয়া যাবে। বিশেষজ্ঞরা মনে করেন, সরবরাহ ব্যবস্থা স্বাভাবিক না হলে সংকট আরও দীর্ঘায়িত হতে পারে। [124, 1057, 241, 1116]
article-text: রাজধানীর বিভিন্ন এলাকায় গত কয়েক দিন ধরে পরিস্থিতি স্বাভাবিক রাখতে আইনশৃঙ্খলা রক্ষাকারী বাহিনী তৎপর রয়েছে। স্থানীয় বাসিন্দারা জানান, নিত্যপ্রয়োজনীয় পণ্যের দাম বাড়ায় সাধারণ মানুষের জীবনযাত্রা কঠিন হয়ে পড়েছে। বাজারে চাল, ডাল, তেল ও সবজির দাম ঊর্ধ্বমুখী। সংশ্লিষ্ট কর্মকর্তারা বলছেন, পরিস্থিতি নিয়ন্ত্রণে প্রয়োজনীয় পদক্ষেপ গ্রহণ করা হয়েছে এবং শিগগিরই এর সুফল পাওয়া যাবে। বিশেষজ্ঞরা মনে করেন, সরবরাহ ব্যবস্থা স্বাভাবিক না হলে সংকট আরও দীর্ঘায়িত হতে পারে। [248, 976, 365, 1034]
article-text: রাজধানীর বিভিন্ন এলাকায় গত কয়েক দিন ধরে পরিস্থিতি স্বাভাবিক রাখতে আইনশৃঙ্খলা রক্ষাকারী বাহিনী তৎপর রয়েছে। স্থানীয় বাসিন্দারা জানান, নিত্যপ্রয়োজনীয় পণ্যের দাম বাড়ায় সাধারণ মানুষের জীবনযাত্রা কঠিন হয়ে পড়েছে। বাজারে চাল, ডাল, তেল ও সবজির দাম ঊর্ধ্বমুখী। সংশ্লিষ্ট কর্মকর্তারা বলছেন, পরিস্থিতি নিয়ন্ত্রণে প্রয়োজনীয় পদক্ষেপ গ্রহণ করা হয়েছে এবং শিগগিরই এর সুফল পাওয়া যাবে। বিশেষজ্ঞরা মনে করেন, সরবরাহ ব্যবস্থা স্বাভাবিক না হলে সংকট আরও দীর্ঘায়িত হতে পারে। [4, 428, 117, 487]
logo-prefix: দেশ [6, 7, 34, 29]
article-text: রাজধানীর বিভিন্ন এলাকায় গত কয়েক দিন ধরে পরিস্থিতি স্বাভাবিক রাখতে আইনশৃঙ্খলা রক্ষাকারী বাহিনী তৎপর রয়েছে। স্থানীয় বাসিন্দারা জানান, নিত্যপ্রয়োজনীয় পণ্যের দাম বাড়ায় সাধারণ মানুষের জীবনযাত্রা কঠিন হয়ে পড়েছে। বাজারে চাল, ডাল, তেল ও সবজির দাম ঊর্ধ্বমুখী। সংশ্লিষ্ট কর্মকর্তারা বলছেন, পরিস্থিতি নিয়ন্ত্রণে প্রয়োজনীয় পদক্ষেপ গ্রহণ করা হয়েছে এবং শিগগিরই এর সুফল পাওয়া যাবে। বিশেষজ্ঞরা মনে করেন, সরবরাহ ব্যবস্থা স্বাভাবিক না হলে সংকট আরও দীর্ঘায়িত হতে পারে। [4, 1206, 117, 1265]
article-text: রাজধানীর বিভিন্ন এলাকায় গত কয়েক দিন ধরে পরিস্থিতি স্বাভাবিক রাখতে আইনশৃঙ্খলা রক্ষাকারী বাহিনী তৎপর রয়েছে। স্থানীয় বাসিন্দারা জানান, নিত্যপ্রয়োজনীয় পণ্যের দাম বাড়ায় সাধারণ মানুষের জীবনযাত্রা কঠিন হয়ে পড়েছে। বাজারে চাল, ডাল, তেল ও সবজির দাম ঊর্ধ্বমুখী। সংশ্লিষ্ট কর্মকর্তারা বলছেন, পরিস্থিতি নিয়ন্ত্রণে প্রয়োজনীয় পদক্ষেপ গ্রহণ করা হয়েছে এবং শিগগিরই এর সুফল পাওয়া যাবে। বিশেষজ্ঞরা মনে করেন, সরবরাহ ব্যবস্থা স্বাভাবিক না হলে সংকট আরও দীর্ঘায়িত হতে পারে। [372, 40, 496, 92]
headline: দেশের দিশিত [411, 334, 457, 345]
headline: জামায়াতে ইসলামীর নং [266, 689, 347, 700]
headline: ১ হাজার টাকার [402, 204, 466, 216]
headline: এরই কি স্থিতি [283, 485, 330, 496]
page-number: ৭ [468, 6, 494, 30]
article-text: রাজধানীর বিভিন্ন এলাকায় গত কয়েক দিন ধরে পরিস্থিতি স্বাভাবিক রাখতে আইনশৃঙ্খলা রক্ষাকারী বাহিনী তৎপর রয়েছে। স্থানীয় বাসিন্দারা জানান, নিত্যপ্রয়োজনীয় পণ্যের দাম বাড়ায় সাধারণ মানুষের জীবনযাত্রা কঠিন হয়ে পড়েছে। বাজারে চাল, ডাল, তেল ও সবজির দাম ঊর্ধ্বমুখী। সংশ্লিষ্ট কর্মকর্তারা বলছেন, পরিস্থিতি নিয়ন্ত্রণে প্রয়োজনীয় পদক্ষেপ গ্রহণ করা হয়েছে এবং শিগগিরই এর সুফল পাওয়া যাবে। বিশেষজ্ঞরা মনে করেন, সরবরাহ ব্যবস্থা স্বাভাবিক না হলে সংকট আরও দীর্ঘায়িত হতে পারে। [4, 64, 117, 122]
article-text: রাজধানীর বিভিন্ন এলাকায় গত কয়েক দিন ধরে পরিস্থিতি স্বাভাবিক রাখতে আইনশৃঙ্খলা রক্ষাকারী বাহিনী তৎপর রয়েছে। স্থানীয় বাসিন্দারা জানান, নিত্যপ্রয়োজনীয় পণ্যের দাম বাড়ায় সাধারণ মানুষের জীবনযাত্রা কঠিন হয়ে পড়েছে। বাজারে চাল, ডাল, তেল ও সবজির দাম ঊর্ধ্বমুখী। সংশ্লিষ্ট কর্মকর্তারা বলছেন, পরিস্থিতি নিয়ন্ত্রণে প্রয়োজনীয় পদক্ষেপ গ্রহণ করা হয়েছে এবং শিগগিরই এর সুফল পাওয়া যাবে। বিশেষজ্ঞরা মনে করেন, সরবরাহ ব্যবস্থা স্বাভাবিক না হলে সংকট আরও দীর্ঘায়িত হতে পারে। [248, 363, 365, 422]
dateline [195, 8, 325, 26]
headline: সুতা খাতে অস্থিরতা [400, 649, 468, 660]
article-text: রাজধানীর বিভিন্ন এলাকায় গত কয়েক দিন ধরে পরিস্থিতি স্বাভাবিক রাখতে আইনশৃঙ্খলা রক্ষাকারী বাহিনী তৎপর রয়েছে। স্থানীয় বাসিন্দারা জানান, নিত্যপ্রয়োজনীয় পণ্যের দাম বাড়ায় সাধারণ মানুষের জীবনযাত্রা কঠিন হয়ে পড়েছে। বাজারে চাল, ডাল, তেল ও সবজির দাম ঊর্ধ্বমুখী। সংশ্লিষ্ট কর্মকর্তারা বলছেন, পরিস্থিতি নিয়ন্ত্রণে প্রয়োজনীয় পদক্ষেপ গ্রহণ করা হয়েছে এবং শিগগিরই এর সুফল পাওয়া যাবে। বিশেষজ্ঞরা মনে করেন, সরবরাহ ব্যবস্থা স্বাভাবিক না হলে সংকট আরও দীর্ঘায়িত হতে পারে। [4, 695, 117, 754]
article-text: রাজধানীর বিভিন্ন এলাকায় গত কয়েক দিন ধরে পরিস্থিতি স্বাভাবিক রাখতে আইনশৃঙ্খলা রক্ষাকারী বাহিনী তৎপর রয়েছে। স্থানীয় বাসিন্দারা জানান, নিত্যপ্রয়োজনীয় পণ্যের দাম বাড়ায় সাধারণ মানুষের জীবনযাত্রা কঠিন হয়ে পড়েছে। বাজারে চাল, ডাল, তেল ও সবজির দাম ঊর্ধ্বমুখী। সংশ্লিষ্ট কর্মকর্তারা বলছেন, পরিস্থিতি নিয়ন্ত্রণে প্রয়োজনীয় পদক্ষেপ গ্রহণ করা হয়েছে এবং শিগগিরই এর সুফল পাওয়া যাবে। বিশেষজ্ঞরা মনে করেন, সরবরাহ ব্যবস্থা স্বাভাবিক না হলে সংকট আরও দীর্ঘায়িত হতে পারে। [248, 124, 365, 183]
article-text: রাজধানীর বিভিন্ন এলাকায় গত কয়েক দিন ধরে পরিস্থিতি স্বাভাবিক রাখতে আইনশৃঙ্খলা রক্ষাকারী বাহিনী তৎপর রয়েছে। স্থানীয় বাসিন্দারা জানান, নিত্যপ্রয়োজনীয় পণ্যের দাম বাড়ায় সাধারণ মানুষের জীবনযাত্রা কঠিন হয়ে পড়েছে। বাজারে চাল, ডাল, তেল ও সবজির দাম ঊর্ধ্বমুখী। সংশ্লিষ্ট কর্মকর্তারা বলছেন, পরিস্থিতি নিয়ন্ত্রণে প্রয়োজনীয় পদক্ষেপ গ্রহণ করা হয়েছে এবং শিগগিরই এর সুফল পাওয়া যাবে। বিশেষজ্ঞরা মনে করেন, সরবরাহ ব্যবস্থা স্বাভাবিক না হলে সংকট আরও দীর্ঘায়িত হতে পারে। [248, 424, 365, 483]
article-text: রাজধানীর বিভিন্ন এলাকায় গত কয়েক দিন ধরে পরিস্থিতি স্বাভাবিক রাখতে আইনশৃঙ্খলা রক্ষাকারী বাহিনী তৎপর রয়েছে। স্থানীয় বাসিন্দারা জানান, নিত্যপ্রয়োজনীয় পণ্যের দাম বাড়ায় সাধারণ মানুষের জীবনযাত্রা কঠিন হয়ে পড়েছে। বাজারে চাল, ডাল, তেল ও সবজির দাম ঊর্ধ্বমুখী। সংশ্লিষ্ট কর্মকর্তারা বলছেন, পরিস্থিতি নিয়ন্ত্রণে প্রয়োজনীয় পদক্ষেপ গ্রহণ করা হয়েছে এবং শিগগিরই এর সুফল পাওয়া যাবে। বিশেষজ্ঞরা মনে করেন, সরবরাহ ব্যবস্থা স্বাভাবিক না হলে সংকট আরও দীর্ঘায়িত হতে পারে। [248, 711, 365, 769]
article-text: রাজধানীর বিভিন্ন এলাকায় গত কয়েক দিন ধরে পরিস্থিতি স্বাভাবিক রাখতে আইনশৃঙ্খলা রক্ষাকারী বাহিনী তৎপর রয়েছে। স্থানীয় বাসিন্দারা জানান, নিত্যপ্রয়োজনীয় পণ্যের দাম বাড়ায় সাধারণ মানুষের জীবনযাত্রা কঠিন হয়ে পড়েছে। বাজারে চাল, ডাল, তেল ও সবজির দাম ঊর্ধ্বমুখী। সংশ্লিষ্ট কর্মকর্তারা বলছেন, পরিস্থিতি নিয়ন্ত্রণে প্রয়োজনীয় পদক্ষেপ গ্রহণ করা হয়েছে এবং শিগগিরই এর সুফল পাওয়া যাবে। বিশেষজ্ঞরা মনে করেন, সরবরাহ ব্যবস্থা স্বাভাবিক না হলে সংকট আরও দীর্ঘায়িত হতে পারে। [124, 608, 241, 666]
headline: রিমান্ড শেষে কারাগারে [262, 192, 351, 204]
article-text: রাজধানীর বিভিন্ন এলাকায় গত কয়েক দিন ধরে পরিস্থিতি স্বাভাবিক রাখতে আইনশৃঙ্খলা রক্ষাকারী বাহিনী তৎপর রয়েছে। স্থানীয় বাসিন্দারা জানান, নিত্যপ্রয়োজনীয় পণ্যের দাম বাড়ায় সাধারণ মানুষের জীবনযাত্রা কঠিন হয়ে পড়েছে। বাজারে চাল, ডাল, তেল ও সবজির দাম ঊর্ধ্বমুখী। সংশ্লিষ্ট কর্মকর্তারা বলছেন, পরিস্থিতি নিয়ন্ত্রণে প্রয়োজনীয় পদক্ষেপ গ্রহণ করা হয়েছে এবং শিগগিরই এর সুফল পাওয়া যাবে। বিশেষজ্ঞরা মনে করেন, সরবরাহ ব্যবস্থা স্বাভাবিক না হলে সংকট আরও দীর্ঘায়িত হতে পারে। [124, 668, 241, 727]
article-text: রাজধানীর বিভিন্ন এলাকায় গত কয়েক দিন ধরে পরিস্থিতি স্বাভাবিক রাখতে আইনশৃঙ্খলা রক্ষাকারী বাহিনী তৎপর রয়েছে। স্থানীয় বাসিন্দারা জানান, নিত্যপ্রয়োজনীয় পণ্যের দাম বাড়ায় সাধারণ মানুষের জীবনযাত্রা কঠিন হয়ে পড়েছে। বাজারে চাল, ডাল, তেল ও সবজির দাম ঊর্ধ্বমুখী। সংশ্লিষ্ট কর্মকর্তারা বলছেন, পরিস্থিতি নিয়ন্ত্রণে প্রয়োজনীয় পদক্ষেপ গ্রহণ করা হয়েছে এবং শিগগিরই এর সুফল পাওয়া যাবে। বিশেষজ্ঞরা মনে করেন, সরবরাহ ব্যবস্থা স্বাভাবিক না হলে সংকট আরও দীর্ঘায়িত হতে পারে। [4, 489, 117, 547]
article-text: রাজধানীর বিভিন্ন এলাকায় গত কয়েক দিন ধরে পরিস্থিতি স্বাভাবিক রাখতে আইনশৃঙ্খলা রক্ষাকারী বাহিনী তৎপর রয়েছে। স্থানীয় বাসিন্দারা জানান, নিত্যপ্রয়োজনীয় পণ্যের দাম বাড়ায় সাধারণ মানুষের জীবনযাত্রা কঠিন হয়ে পড়েছে। বাজারে চাল, ডাল, তেল ও সবজির দাম ঊর্ধ্বমুখী। সংশ্লিষ্ট কর্মকর্তারা বলছেন, পরিস্থিতি নিয়ন্ত্রণে প্রয়োজনীয় পদক্ষেপ গ্রহণ করা হয়েছে এবং শিগগিরই এর সুফল পাওয়া যাবে। বিশেষজ্ঞরা মনে করেন, সরবরাহ ব্যবস্থা স্বাভাবিক না হলে সংকট আরও দীর্ঘায়িত হতে পারে। [4, 1267, 117, 1325]
byline: আদালত প্রতিবেদক [289, 206, 324, 212]
article-text: রাজধানীর বিভিন্ন এলাকায় গত কয়েক দিন ধরে পরিস্থিতি স্বাভাবিক রাখতে আইনশৃঙ্খলা রক্ষাকারী বাহিনী তৎপর রয়েছে। স্থানীয় বাসিন্দারা জানান, নিত্যপ্রয়োজনীয় পণ্যের দাম বাড়ায় সাধারণ মানুষের জীবনযাত্রা কঠিন হয়ে পড়েছে। বাজারে চাল, ডাল, তেল ও সবজির দাম ঊর্ধ্বমুখী। সংশ্লিষ্ট কর্মকর্তারা বলছেন, পরিস্থিতি নিয়ন্ত্রণে প্রয়োজনীয় পদক্ষেপ গ্রহণ করা হয়েছে এবং শিগগিরই এর সুফল পাওয়া যাবে। বিশেষজ্ঞরা মনে করেন, সরবরাহ ব্যবস্থা স্বাভাবিক না হলে সংকট আরও দীর্ঘায়িত হতে পারে। [372, 94, 496, 146]
article-text: রাজধানীর বিভিন্ন এলাকায় গত কয়েক দিন ধরে পরিস্থিতি স্বাভাবিক রাখতে আইনশৃঙ্খলা রক্ষাকারী বাহিনী তৎপর রয়েছে। স্থানীয় বাসিন্দারা জানান, নিত্যপ্রয়োজনীয় পণ্যের দাম বাড়ায় সাধারণ মানুষের জীবনযাত্রা কঠিন হয়ে পড়েছে। বাজারে চাল, ডাল, তেল ও সবজির দাম ঊর্ধ্বমুখী। সংশ্লিষ্ট কর্মকর্তারা বলছেন, পরিস্থিতি নিয়ন্ত্রণে প্রয়োজনীয় পদক্ষেপ গ্রহণ করা হয়েছে এবং শিগগিরই এর সুফল পাওয়া যাবে। বিশেষজ্ঞরা মনে করেন, সরবরাহ ব্যবস্থা স্বাভাবিক না হলে সংকট আরও দীর্ঘায়িত হতে পারে। [4, 367, 117, 426]
article-text: রাজধানীর বিভিন্ন এলাকায় গত কয়েক দিন ধরে পরিস্থিতি স্বাভাবিক রাখতে আইনশৃঙ্খলা রক্ষাকারী বাহিনী তৎপর রয়েছে। স্থানীয় বাসিন্দারা জানান, নিত্যপ্রয়োজনীয় পণ্যের দাম বাড়ায় সাধারণ মানুষের জীবনযাত্রা কঠিন হয়ে পড়েছে। বাজারে চাল, ডাল, তেল ও সবজির দাম ঊর্ধ্বমুখী। সংশ্লিষ্ট কর্মকর্তারা বলছেন, পরিস্থিতি নিয়ন্ত্রণে প্রয়োজনীয় পদক্ষেপ গ্রহণ করা হয়েছে এবং শিগগিরই এর সুফল পাওয়া যাবে। বিশেষজ্ঞরা মনে করেন, সরবরাহ ব্যবস্থা স্বাভাবিক না হলে সংকট আরও দীর্ঘায়িত হতে পারে। [248, 64, 365, 122]
article-text: রাজধানীর বিভিন্ন এলাকায় গত কয়েক দিন ধরে পরিস্থিতি স্বাভাবিক রাখতে আইনশৃঙ্খলা রক্ষাকারী বাহিনী তৎপর রয়েছে। স্থানীয় বাসিন্দারা জানান, নিত্যপ্রয়োজনীয় পণ্যের দাম বাড়ায় সাধারণ মানুষের জীবনযাত্রা কঠিন হয়ে পড়েছে। বাজারে চাল, ডাল, তেল ও সবজির দাম ঊর্ধ্বমুখী। সংশ্লিষ্ট কর্মকর্তারা বলছেন, পরিস্থিতি নিয়ন্ত্রণে প্রয়োজনীয় পদক্ষেপ গ্রহণ করা হয়েছে এবং শিগগিরই এর সুফল পাওয়া যাবে। বিশেষজ্ঞরা মনে করেন, সরবরাহ ব্যবস্থা স্বাভাবিক না হলে সংকট আরও দীর্ঘায়িত হতে পারে। [124, 936, 241, 995]
headline: রোহিঙ্গা সংকট ও [148, 914, 217, 926]
article-text: রাজধানীর বিভিন্ন এলাকায় গত কয়েক দিন ধরে পরিস্থিতি স্বাভাবিক রাখতে আইনশৃঙ্খলা রক্ষাকারী বাহিনী তৎপর রয়েছে। স্থানীয় বাসিন্দারা জানান, নিত্যপ্রয়োজনীয় পণ্যের দাম বাড়ায় সাধারণ মানুষের জীবনযাত্রা কঠিন হয়ে পড়েছে। বাজারে চাল, ডাল, তেল ও সবজির দাম ঊর্ধ্বমুখী। সংশ্লিষ্ট কর্মকর্তারা বলছেন, পরিস্থিতি নিয়ন্ত্রণে প্রয়োজনীয় পদক্ষেপ গ্রহণ করা হয়েছে এবং শিগগিরই এর সুফল পাওয়া যাবে। বিশেষজ্ঞরা মনে করেন, সরবরাহ ব্যবস্থা স্বাভাবিক না হলে সংকট আরও দীর্ঘায়িত হতে পারে। [372, 670, 496, 723]
article-text: রাজধানীর বিভিন্ন এলাকায় গত কয়েক দিন ধরে পরিস্থিতি স্বাভাবিক রাখতে আইনশৃঙ্খলা রক্ষাকারী বাহিনী তৎপর রয়েছে। স্থানীয় বাসিন্দারা জানান, নিত্যপ্রয়োজনীয় পণ্যের দাম বাড়ায় সাধারণ মানুষের জীবনযাত্রা কঠিন হয়ে পড়েছে। বাজারে চাল, ডাল, তেল ও সবজির দাম ঊর্ধ্বমুখী। সংশ্লিষ্ট কর্মকর্তারা বলছেন, পরিস্থিতি নিয়ন্ত্রণে প্রয়োজনীয় পদক্ষেপ গ্রহণ করা হয়েছে এবং শিগগিরই এর সুফল পাওয়া যাবে। বিশেষজ্ঞরা মনে করেন, সরবরাহ ব্যবস্থা স্বাভাবিক না হলে সংকট আরও দীর্ঘায়িত হতে পারে। [251, 274, 362, 333]
headline: পাটওয়ারীকে রিমান্ডে নিলে [253, 341, 360, 353]
byline: বিশেষ প্রতিবেদক [167, 928, 198, 934]
article-text: রাজধানীর বিভিন্ন এলাকায় গত কয়েক দিন ধরে পরিস্থিতি স্বাভাবিক রাখতে আইনশৃঙ্খলা রক্ষাকারী বাহিনী তৎপর রয়েছে। স্থানীয় বাসিন্দারা জানান, নিত্যপ্রয়োজনীয় পণ্যের দাম বাড়ায় সাধারণ মানুষের জীবনযাত্রা কঠিন হয়ে পড়েছে। বাজারে চাল, ডাল, তেল ও সবজির দাম ঊর্ধ্বমুখী। সংশ্লিষ্ট কর্মকর্তারা বলছেন, পরিস্থিতি নিয়ন্ত্রণে প্রয়োজনীয় পদক্ষেপ গ্রহণ করা হয়েছে এবং শিগগিরই এর সুফল পাওয়া যাবে। বিশেষজ্ঞরা মনে করেন, সরবরাহ ব্যবস্থা স্বাভাবিক না হলে সংকট আরও দীর্ঘায়িত হতে পারে। [124, 64, 241, 122]
article-text: রাজধানীর বিভিন্ন এলাকায় গত কয়েক দিন ধরে পরিস্থিতি স্বাভাবিক রাখতে আইনশৃঙ্খলা রক্ষাকারী বাহিনী তৎপর রয়েছে। স্থানীয় বাসিন্দারা জানান, নিত্যপ্রয়োজনীয় পণ্যের দাম বাড়ায় সাধারণ মানুষের জীবনযাত্রা কঠিন হয়ে পড়েছে। বাজারে চাল, ডাল, তেল ও সবজির দাম ঊর্ধ্বমুখী। সংশ্লিষ্ট কর্মকর্তারা বলছেন, পরিস্থিতি নিয়ন্ত্রণে প্রয়োজনীয় পদক্ষেপ গ্রহণ করা হয়েছে এবং শিগগিরই এর সুফল পাওয়া যাবে। বিশেষজ্ঞরা মনে করেন, সরবরাহ ব্যবস্থা স্বাভাবিক না হলে সংকট আরও দীর্ঘায়িত হতে পারে। [251, 214, 362, 272]
article-text: রাজধানীর বিভিন্ন এলাকায় গত কয়েক দিন ধরে পরিস্থিতি স্বাভাবিক রাখতে আইনশৃঙ্খলা রক্ষাকারী বাহিনী তৎপর রয়েছে। স্থানীয় বাসিন্দারা জানান, নিত্যপ্রয়োজনীয় পণ্যের দাম বাড়ায় সাধারণ মানুষের জীবনযাত্রা কঠিন হয়ে পড়েছে। বাজারে চাল, ডাল, তেল ও সবজির দাম ঊর্ধ্বমুখী। সংশ্লিষ্ট কর্মকর্তারা বলছেন, পরিস্থিতি নিয়ন্ত্রণে প্রয়োজনীয় পদক্ষেপ গ্রহণ করা হয়েছে এবং শিগগিরই এর সুফল পাওয়া যাবে। বিশেষজ্ঞরা মনে করেন, সরবরাহ ব্যবস্থা স্বাভাবিক না হলে সংকট আরও দীর্ঘায়িত হতে পারে। [248, 915, 365, 974]
section-divider [460, 8, 463, 28]
headline: 'গলার কাঁটা' হয়েছে [143, 586, 222, 598]
column-1 [4, 40, 117, 1325]
byline: বাণিজ্য প্রতিবেদক [44, 566, 77, 572]
headline: চাপ বাড়ছে পোশাকশিল্পে [392, 465, 476, 476]
article-text: রাজধানীর বিভিন্ন এলাকায় গত কয়েক দিন ধরে পরিস্থিতি স্বাভাবিক রাখতে আইনশৃঙ্খলা রক্ষাকারী বাহিনী তৎপর রয়েছে। স্থানীয় বাসিন্দারা জানান, নিত্যপ্রয়োজনীয় পণ্যের দাম বাড়ায় সাধারণ মানুষের জীবনযাত্রা কঠিন হয়ে পড়েছে। বাজারে চাল, ডাল, তেল ও সবজির দাম ঊর্ধ্বমুখী। সংশ্লিষ্ট কর্মকর্তারা বলছেন, পরিস্থিতি নিয়ন্ত্রণে প্রয়োজনীয় পদক্ষেপ গ্রহণ করা হয়েছে এবং শিগগিরই এর সুফল পাওয়া যাবে। বিশেষজ্ঞরা মনে করেন, সরবরাহ ব্যবস্থা স্বাভাবিক না হলে সংকট আরও দীর্ঘায়িত হতে পারে। [372, 594, 496, 646]
column-rule [244, 40, 245, 762]
article-text: রাজধানীর বিভিন্ন এলাকায় গত কয়েক দিন ধরে পরিস্থিতি স্বাভাবিক রাখতে আইনশৃঙ্খলা রক্ষাকারী বাহিনী তৎপর রয়েছে। স্থানীয় বাসিন্দারা জানান, নিত্যপ্রয়োজনীয় পণ্যের দাম বাড়ায় সাধারণ মানুষের জীবনযাত্রা কঠিন হয়ে পড়েছে। বাজারে চাল, ডাল, তেল ও সবজির দাম ঊর্ধ্বমুখী। সংশ্লিষ্ট কর্মকর্তারা বলছেন, পরিস্থিতি নিয়ন্ত্রণে প্রয়োজনীয় পদক্ষেপ গ্রহণ করা হয়েছে এবং শিগগিরই এর সুফল পাওয়া যাবে। বিশেষজ্ঞরা মনে করেন, সরবরাহ ব্যবস্থা স্বাভাবিক না হলে সংকট আরও দীর্ঘায়িত হতে পারে। [4, 1145, 117, 1204]
byline: স্টাফ রিপোর্টার [293, 56, 320, 61]
